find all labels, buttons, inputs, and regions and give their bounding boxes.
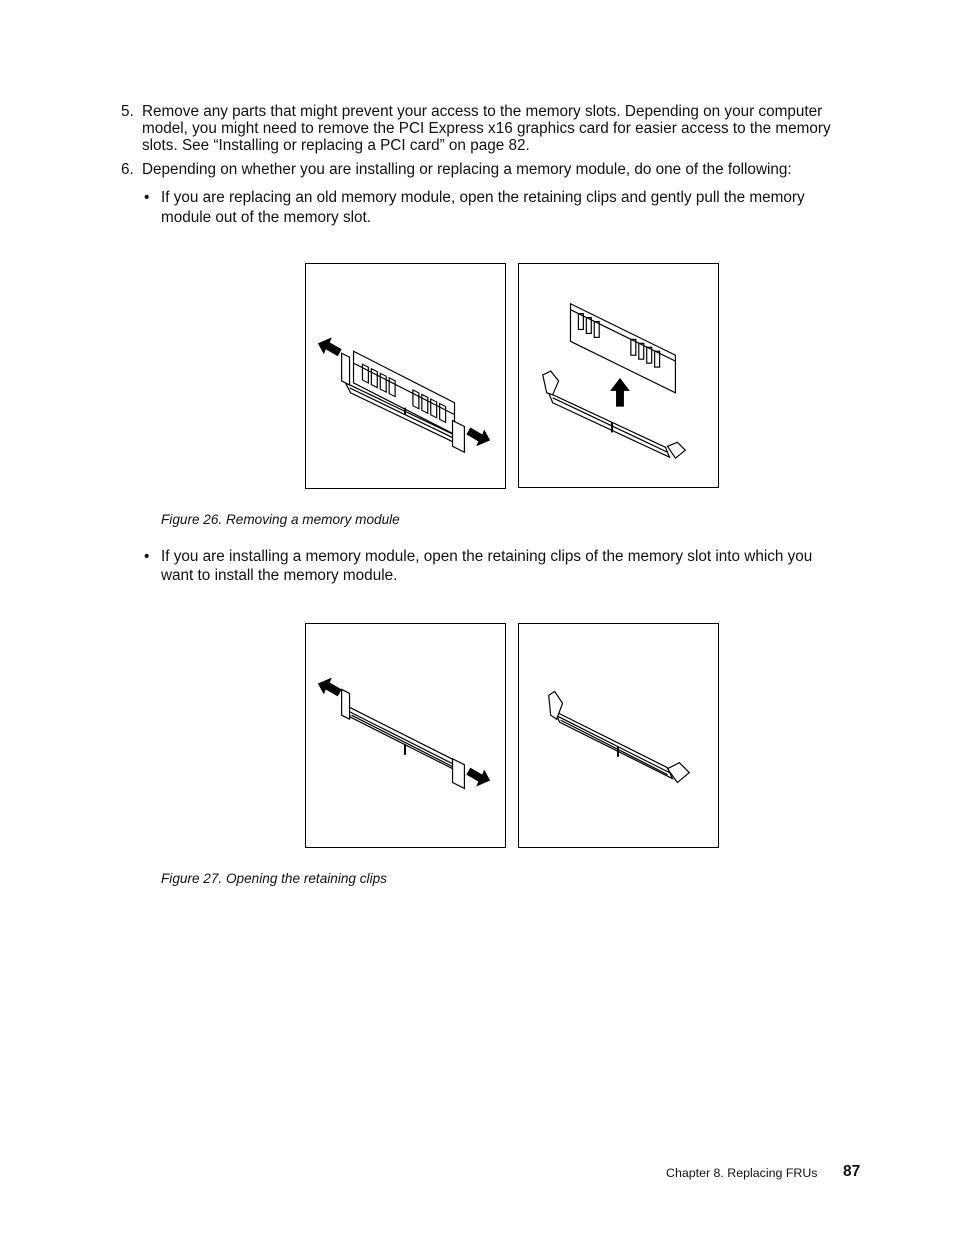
figure-27-panel-right: [518, 623, 719, 848]
bullet-1-marker: •: [144, 189, 150, 206]
footer-chapter: Chapter 8. Replacing FRUs: [666, 1166, 818, 1180]
slot-with-open-clips-illustration: [519, 624, 718, 847]
figure-26-caption: Figure 26. Removing a memory module: [161, 512, 400, 527]
figure-26-panel-right: [518, 263, 719, 488]
step-6-line-1: Depending on whether you are installing or replacing a memory module, do one of the following:: [142, 161, 792, 178]
bullet-2-line-1: If you are installing a memory module, open the retaining clips of the memory slot into which you: [161, 548, 813, 565]
step-5-number: 5.: [121, 103, 134, 120]
figure-26-panel-left: [305, 263, 506, 489]
memory-clips-open-module-illustration: [306, 264, 505, 488]
step-5-line-2: model, you might need to remove the PCI Express x16 graphics card for easier access to the memory: [142, 120, 831, 137]
memory-module-lifted-illustration: [519, 264, 718, 487]
figure-27-panel-left: [305, 623, 506, 848]
empty-slot-clips-opening-illustration: [306, 624, 505, 847]
bullet-1-line-1: If you are replacing an old memory module, open the retaining clips and gently pull the memory: [161, 189, 805, 206]
bullet-2-marker: •: [144, 548, 150, 565]
page-number: 87: [843, 1163, 861, 1180]
step-6-number: 6.: [121, 161, 134, 178]
step-5-line-3: slots. See “Installing or replacing a PCI card” on page 82.: [142, 137, 530, 154]
step-5-line-1: Remove any parts that might prevent your access to the memory slots. Depending on your computer: [142, 103, 823, 120]
figure-27-caption: Figure 27. Opening the retaining clips: [161, 871, 387, 886]
bullet-2-line-2: want to install the memory module.: [161, 567, 398, 584]
bullet-1-line-2: module out of the memory slot.: [161, 209, 372, 226]
